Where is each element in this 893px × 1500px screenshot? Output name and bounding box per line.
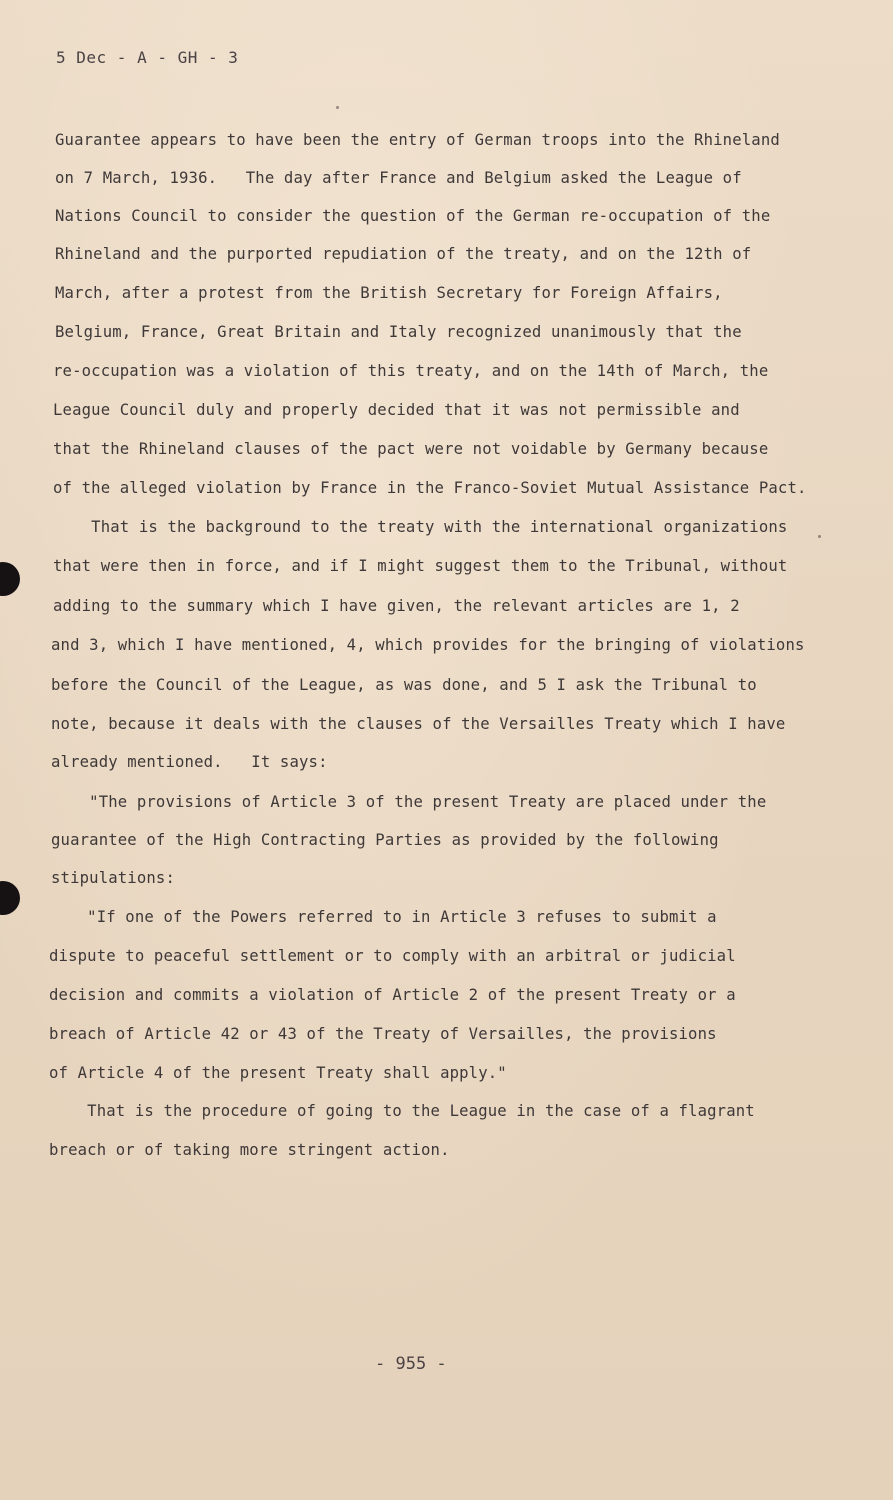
body-text-line: note, because it deals with the clauses of the Versailles Treaty which I have [51,715,786,733]
body-text-line: League Council duly and properly decided that it was not permissible and [53,401,740,419]
body-text-line: Rhineland and the purported repudiation of the treaty, and on the 12th of [55,245,752,263]
body-text-line: Nations Council to consider the question of the German re-occupation of the [55,207,771,225]
page-number: - 955 - [375,1354,447,1374]
body-text-line: re-occupation was a violation of this treaty, and on the 14th of March, the [53,362,769,380]
body-text-line: that were then in force, and if I might suggest them to the Tribunal, without [53,557,788,575]
body-text-line: before the Council of the League, as was done, and 5 I ask the Tribunal to [51,676,757,694]
quoted-text-line: guarantee of the High Contracting Parties as provided by the following [51,831,719,849]
quoted-text-line: decision and commits a violation of Article 2 of the present Treaty or a [49,986,736,1004]
quoted-text-line: stipulations: [51,869,175,887]
punch-hole [0,562,20,596]
quoted-text-line: "The provisions of Article 3 of the present Treaty are placed under the [51,793,767,811]
quoted-text-line: "If one of the Powers referred to in Article 3 refuses to submit a [49,908,717,926]
body-text-line: and 3, which I have mentioned, 4, which provides for the bringing of violations [51,636,805,654]
body-text-line: That is the procedure of going to the League in the case of a flagrant [49,1102,755,1120]
body-text-line: on 7 March, 1936. The day after France and Belgium asked the League of [55,169,742,187]
quoted-text-line: of Article 4 of the present Treaty shall apply." [49,1064,507,1082]
punch-hole [0,881,20,915]
body-text-line: March, after a protest from the British Secretary for Foreign Affairs, [55,284,723,302]
paper-speck [336,106,339,109]
quoted-text-line: dispute to peaceful settlement or to comply with an arbitral or judicial [49,947,736,965]
body-text-line: that the Rhineland clauses of the pact were not voidable by Germany because [53,440,769,458]
body-text-line: Belgium, France, Great Britain and Italy recognized unanimously that the [55,323,742,341]
body-text-line: of the alleged violation by France in the Franco-Soviet Mutual Assistance Pact. [53,479,807,497]
body-text-line: breach or of taking more stringent action. [49,1141,450,1159]
body-text-line: Guarantee appears to have been the entry of German troops into the Rhineland [55,131,780,149]
body-text-line: already mentioned. It says: [51,753,328,771]
paper-speck [818,535,821,538]
body-text-line: adding to the summary which I have given, the relevant articles are 1, 2 [53,597,740,615]
quoted-text-line: breach of Article 42 or 43 of the Treaty of Versailles, the provisions [49,1025,717,1043]
document-header: 5 Dec - A - GH - 3 [56,48,239,67]
body-text-line: That is the background to the treaty with the international organizations [53,518,788,536]
